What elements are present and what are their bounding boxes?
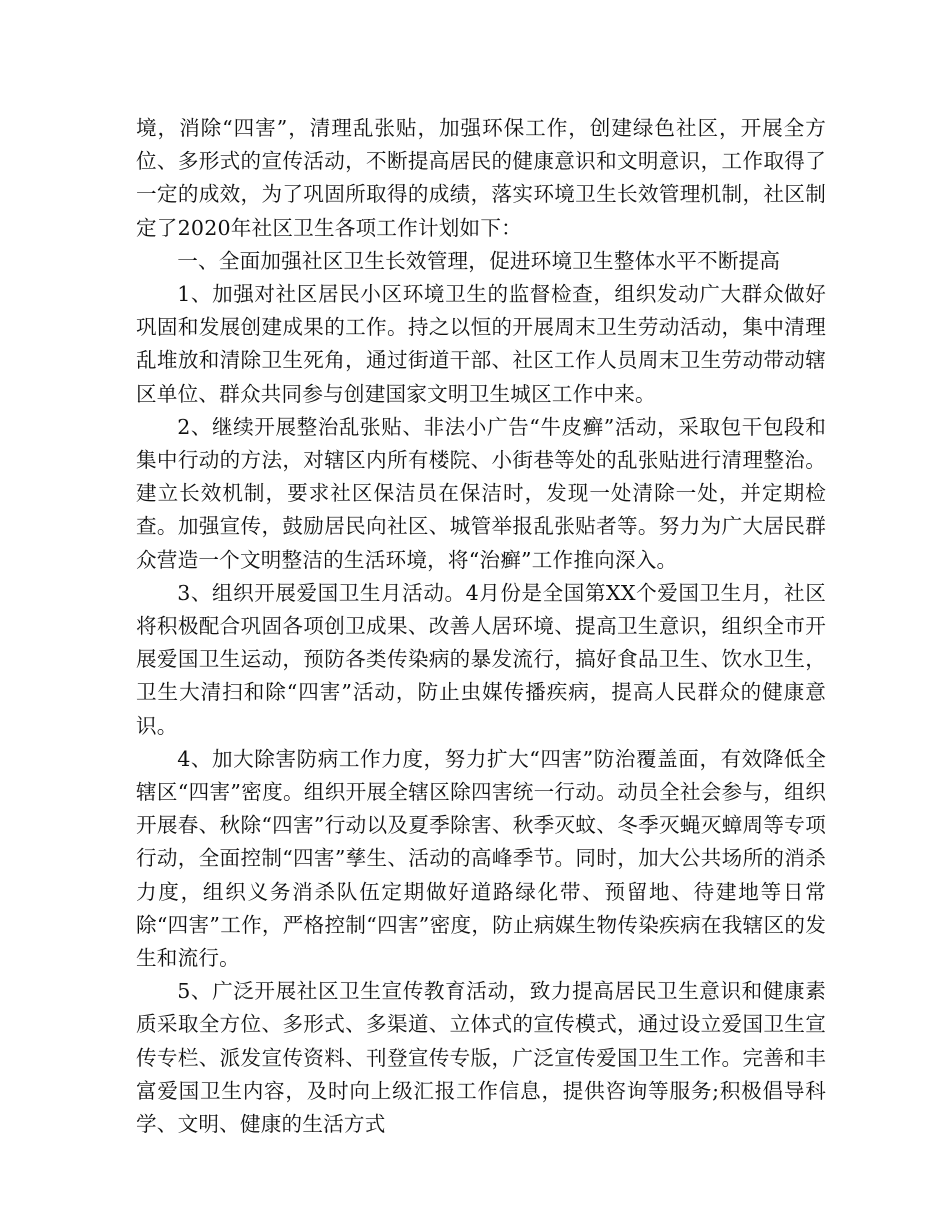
section-heading-one: 一、全面加强社区卫生长效管理，促进环境卫生整体水平不断提高 bbox=[177, 248, 781, 273]
paragraph-intro-continuation: 境，消除“四害”，清理乱张贴，加强环保工作，创建绿色社区，开展全方位、多形式的宣传活动，不断提高居民的健康意识和文明意识，工作取得了一定的成效，为了巩固所取得的成绩，落实环境卫生长效管理机制，社区制定了2020年社区卫生各项工作计划如下： bbox=[136, 116, 826, 240]
paragraph-item-2: 2、继续开展整治乱张贴、非法小广告“牛皮癣”活动，采取包干包段和集中行动的方法，对辖区内所有楼院、小街巷等处的乱张贴进行清理整治。建立长效机制，要求社区保洁员在保洁时，发现一处清除一处，并定期检查。加强宣传，鼓励居民向社区、城管举报乱张贴者等。努力为广大居民群众营造一个文明整洁的生活环境，将“治癣”工作推向深入。 bbox=[136, 414, 826, 572]
paragraph-item-5: 5、广泛开展社区卫生宣传教育活动，致力提高居民卫生意识和健康素质采取全方位、多形式、多渠道、立体式的宣传模式，通过设立爱国卫生宣传专栏、派发宣传资料、刊登宣传专版，广泛宣传爱国卫生工作。完善和丰富爱国卫生内容，及时向上级汇报工作信息，提供咨询等服务;积极倡导科学、文明、健康的生活方式 bbox=[136, 979, 826, 1137]
paragraph-item-1: 1、加强对社区居民小区环境卫生的监督检查，组织发动广大群众做好巩固和发展创建成果的工作。持之以恒的开展周末卫生劳动活动，集中清理乱堆放和清除卫生死角，通过街道干部、社区工作人员周末卫生劳动带动辖区单位、群众共同参与创建国家文明卫生城区工作中来。 bbox=[136, 282, 826, 406]
document-body bbox=[136, 112, 826, 1141]
paragraph-item-4: 4、加大除害防病工作力度，努力扩大“四害”防治覆盖面，有效降低全辖区“四害”密度。组织开展全辖区除四害统一行动。动员全社会参与，组织开展春、秋除“四害”行动以及夏季除害、秋季灭蚊、冬季灭蝇灭蟑周等专项行动，全面控制“四害”孳生、活动的高峰季节。同时，加大公共场所的消杀力度，组织义务消杀队伍定期做好道路绿化带、预留地、待建地等日常除“四害”工作，严格控制“四害”密度，防止病媒生物传染疾病在我辖区的发生和流行。 bbox=[136, 746, 826, 971]
paragraph-item-3: 3、组织开展爱国卫生月活动。4月份是全国第XX个爱国卫生月，社区将积极配合巩固各项创卫成果、改善人居环境、提高卫生意识，组织全市开展爱国卫生运动，预防各类传染病的暴发流行，搞好食品卫生、饮水卫生，卫生大清扫和除“四害”活动，防止虫媒传播疾病，提高人民群众的健康意识。 bbox=[136, 580, 826, 738]
